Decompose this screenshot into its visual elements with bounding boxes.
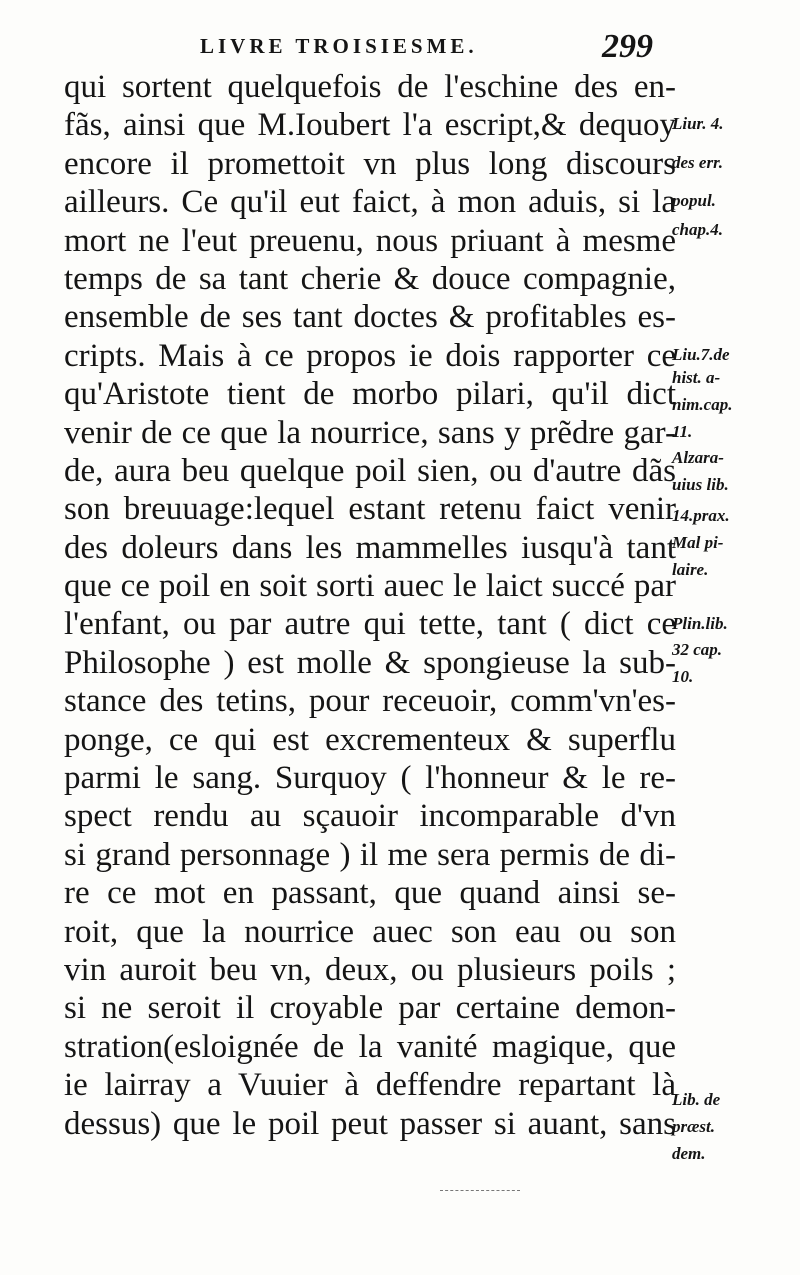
text-line: roit, que la nourrice auec son eau ou son	[64, 913, 676, 950]
text-line: son breuuage:lequel estant retenu faict venir	[64, 491, 676, 528]
text-line: si ne seroit il croyable par certaine demon-	[64, 990, 676, 1027]
margin-note: chap.4.	[672, 220, 723, 239]
margin-note: præst.	[672, 1116, 715, 1136]
margin-note: uius lib.	[672, 475, 729, 495]
margin-note: Plin.lib.	[672, 613, 728, 633]
text-line: ponge, ce qui est excrementeux & superflu	[64, 721, 676, 758]
text-line: stance des tetins, pour receuoir, comm'vn'es-	[64, 683, 676, 720]
text-line: ie lairray a Vuuier à deffendre repartant là	[64, 1067, 676, 1104]
margin-note: 11.	[672, 421, 693, 441]
text-line: si grand personnage ) il me sera permis de di-	[64, 836, 676, 873]
page-number: 299	[602, 28, 653, 65]
text-line: ailleurs. Ce qu'il eut faict, à mon aduis, si la	[64, 184, 676, 221]
text-line: vin auroit beu vn, deux, ou plusieurs poils ;	[64, 951, 676, 988]
text-line: Philosophe ) est molle & spongieuse la sub-	[64, 644, 676, 681]
text-line: spect rendu au sçauoir incomparable d'vn	[64, 798, 676, 835]
text-line: dessus) que le poil peut passer si auant, sans	[64, 1105, 676, 1142]
margin-note: Liur. 4.	[672, 114, 724, 134]
text-line: venir de ce que la nourrice, sans y prẽdre gar-	[64, 414, 676, 451]
text-line: parmi le sang. Surquoy ( l'honneur & le re-	[64, 760, 676, 797]
text-line: mort ne l'eut preuenu, nous priuant à mesme	[64, 222, 676, 259]
text-line: fãs, ainsi que M.Ioubert l'a escript,& dequoy	[64, 107, 676, 144]
margin-note: 32 cap.	[672, 640, 723, 660]
text-line: qu'Aristote tient de morbo pilari, qu'il dict	[64, 376, 676, 413]
text-line: temps de sa tant cherie & douce compagnie,	[64, 260, 676, 297]
margin-note: popul.	[672, 191, 716, 211]
margin-note: Liu.7.de	[672, 344, 730, 364]
text-line: de, aura beu quelque poil sien, ou d'autre dãs	[64, 452, 676, 489]
page-header	[0, 28, 800, 68]
text-line: stration(esloignée de la vanité magique, que	[64, 1028, 676, 1065]
running-head: LIVRE TROISIESME.	[200, 34, 478, 58]
text-line: qui sortent quelquefois de l'eschine des en-	[64, 69, 676, 105]
main-text-block	[64, 68, 676, 1143]
margin-note: nim.cap.	[672, 394, 733, 414]
margin-note: 14.prax.	[672, 506, 730, 526]
margin-note: dem.	[672, 1143, 706, 1163]
margin-note: des err.	[672, 152, 723, 172]
margin-note: Mal pi-	[672, 532, 724, 552]
text-line: que ce poil en soit sorti auec le laict succé par	[64, 568, 676, 605]
margin-note: Lib. de	[672, 1089, 721, 1109]
text-line: ensemble de ses tant doctes & profitables es-	[64, 299, 676, 336]
margin-note: Alzara-	[672, 448, 724, 468]
margin-note: hist. a-	[672, 367, 721, 387]
margin-note: laire.	[672, 559, 709, 579]
text-line: encore il promettoit vn plus long discours	[64, 145, 676, 182]
margin-note: 10.	[672, 667, 694, 687]
text-line: re ce mot en passant, que quand ainsi se-	[64, 875, 676, 912]
text-line: des doleurs dans les mammelles iusqu'à tant	[64, 529, 676, 566]
catchword-mark	[440, 1188, 520, 1191]
text-line: cripts. Mais à ce propos ie dois rapporter ce	[64, 337, 676, 374]
text-line: l'enfant, ou par autre qui tette, tant ( dict ce	[64, 606, 676, 643]
